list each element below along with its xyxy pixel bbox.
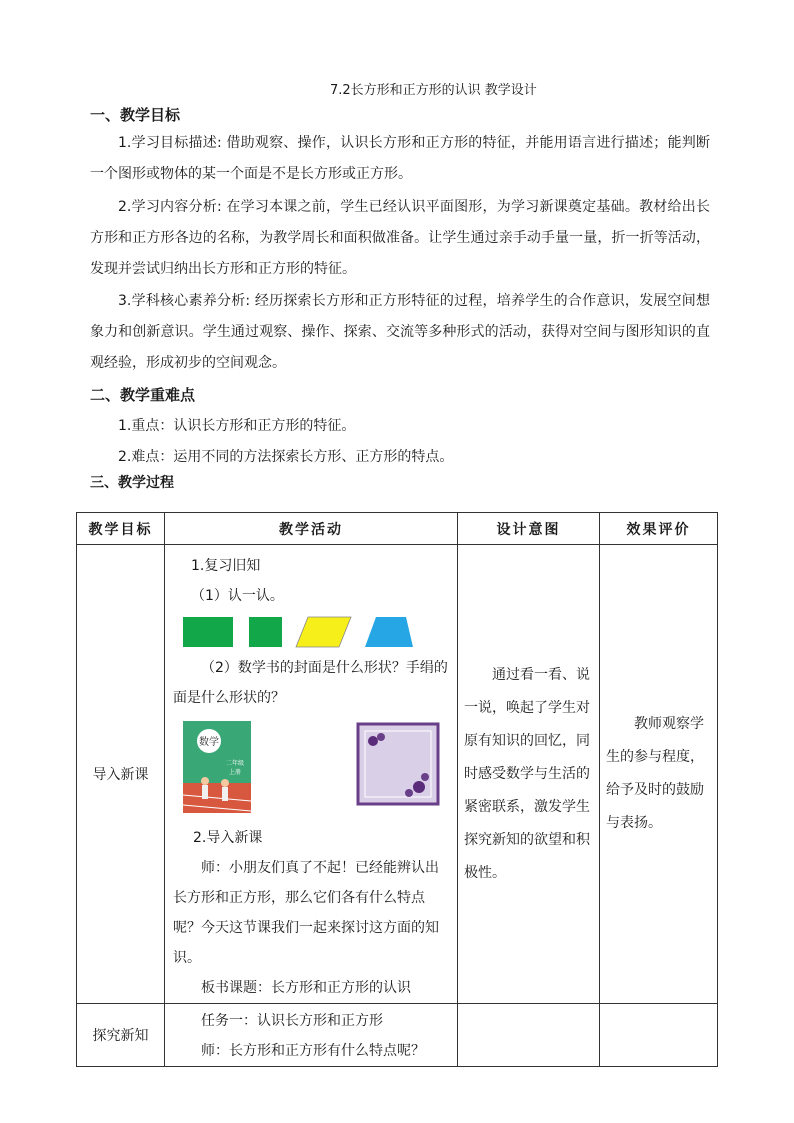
activity-line: 1.复习旧知 [191,558,261,574]
difficulty-line: 2.难点：运用不同的方法探索长方形、正方形的特点。 [118,449,454,465]
handkerchief-square [358,724,438,804]
shapes-figure [173,611,443,653]
table-row [77,1004,718,1067]
header-goal: 教学目标 [77,513,165,545]
stage-cell: 导入新课 [77,545,165,1004]
header-design: 设计意图 [458,513,600,545]
activity-line: 任务一：认识长方形和正方形 [201,1013,383,1029]
child-figure [201,777,209,785]
flower-decoration [413,781,425,793]
activity-line: （1）认一认。 [191,588,284,604]
activity-line: 2.导入新课 [193,830,263,846]
table-header-row [77,513,718,545]
table-row [77,545,718,1004]
child-figure [202,785,208,799]
design-cell [458,545,600,1004]
flower-decoration [368,736,378,746]
pictures-figure [173,717,448,817]
section-heading-objectives: 一、教学目标 [90,106,181,124]
blue-trapezoid [365,617,413,647]
pictures-row [173,717,449,817]
objective-paragraph-1: 1.学习目标描述: 借助观察、操作，认识长方形和正方形的特征，并能用语言进行描述；能判断一个图形或物体的某一个面是不是长方形或正方形。 [90,135,710,182]
activity-line: 板书课题：长方形和正方形的认识 [201,980,411,996]
section-heading-process: 三、教学过程 [90,475,174,491]
effect-cell [600,545,718,1004]
shape-row [173,611,449,653]
effect-text: 教师观察学生的参与程度，给予及时的鼓励与表扬。 [606,716,704,831]
stage-cell: 探究新知 [77,1004,165,1067]
activity-question: （2）数学书的封面是什么形状？手绢的面是什么形状的？ [173,660,448,706]
header-effect: 效果评价 [600,513,718,545]
child-figure [222,787,228,801]
book-title-text: 数学 [199,737,219,748]
header-activity: 教学活动 [165,513,458,545]
objective-paragraph-3: 3.学科核心素养分析: 经历探索长方形和正方形特征的过程，培养学生的合作意识，发展空间想象力和创新意识。学生通过观察、操作、探索、交流等多种形式的活动，获得对空间与图形知识的直观经验，形成初步的空间观念。 [90,293,710,371]
math-book-picture [183,721,251,813]
activity-cell [165,545,458,1004]
design-text: 通过看一看、说一说，唤起了学生对原有知识的回忆，同时感受数学与生活的紧密联系，激发学生探究新知的欲望和积极性。 [464,666,590,881]
yellow-parallelogram [296,617,351,647]
activity-teacher-talk: 师：小朋友们真了不起！已经能辨认出长方形和正方形，那么它们各有什么特点呢？今天这节课我们一起来探讨这方面的知识。 [173,860,439,966]
handkerchief-picture [358,724,438,804]
flower-decoration [377,733,385,741]
book-grade-text: 二年级 [225,760,245,767]
flower-decoration [405,789,413,797]
flower-decoration [421,773,429,781]
document-title: 7.2长方形和正方形的认识 教学设计 [330,83,537,98]
activity-line: 师：长方形和正方形有什么特点呢？ [201,1043,425,1059]
child-figure [221,779,229,787]
effect-cell [600,1004,718,1067]
lesson-table [76,512,718,1067]
section-heading-key-points: 二、教学重难点 [90,386,196,404]
book-volume-text: 上册 [228,769,242,776]
objective-paragraph-2: 2.学习内容分析: 在学习本课之前，学生已经认识平面图形，为学习新课奠定基础。教材给出长方形和正方形各边的名称，为教学周长和面积做准备。让学生通过亲手动手量一量，折一折等活动，发现并尝试归纳出长方形和正方形的特征。 [90,199,710,277]
green-square [249,617,282,647]
key-point-line: 1.重点：认识长方形和正方形的特征。 [118,418,356,434]
design-cell [458,1004,600,1067]
green-rectangle [183,617,233,647]
activity-cell [165,1004,458,1067]
